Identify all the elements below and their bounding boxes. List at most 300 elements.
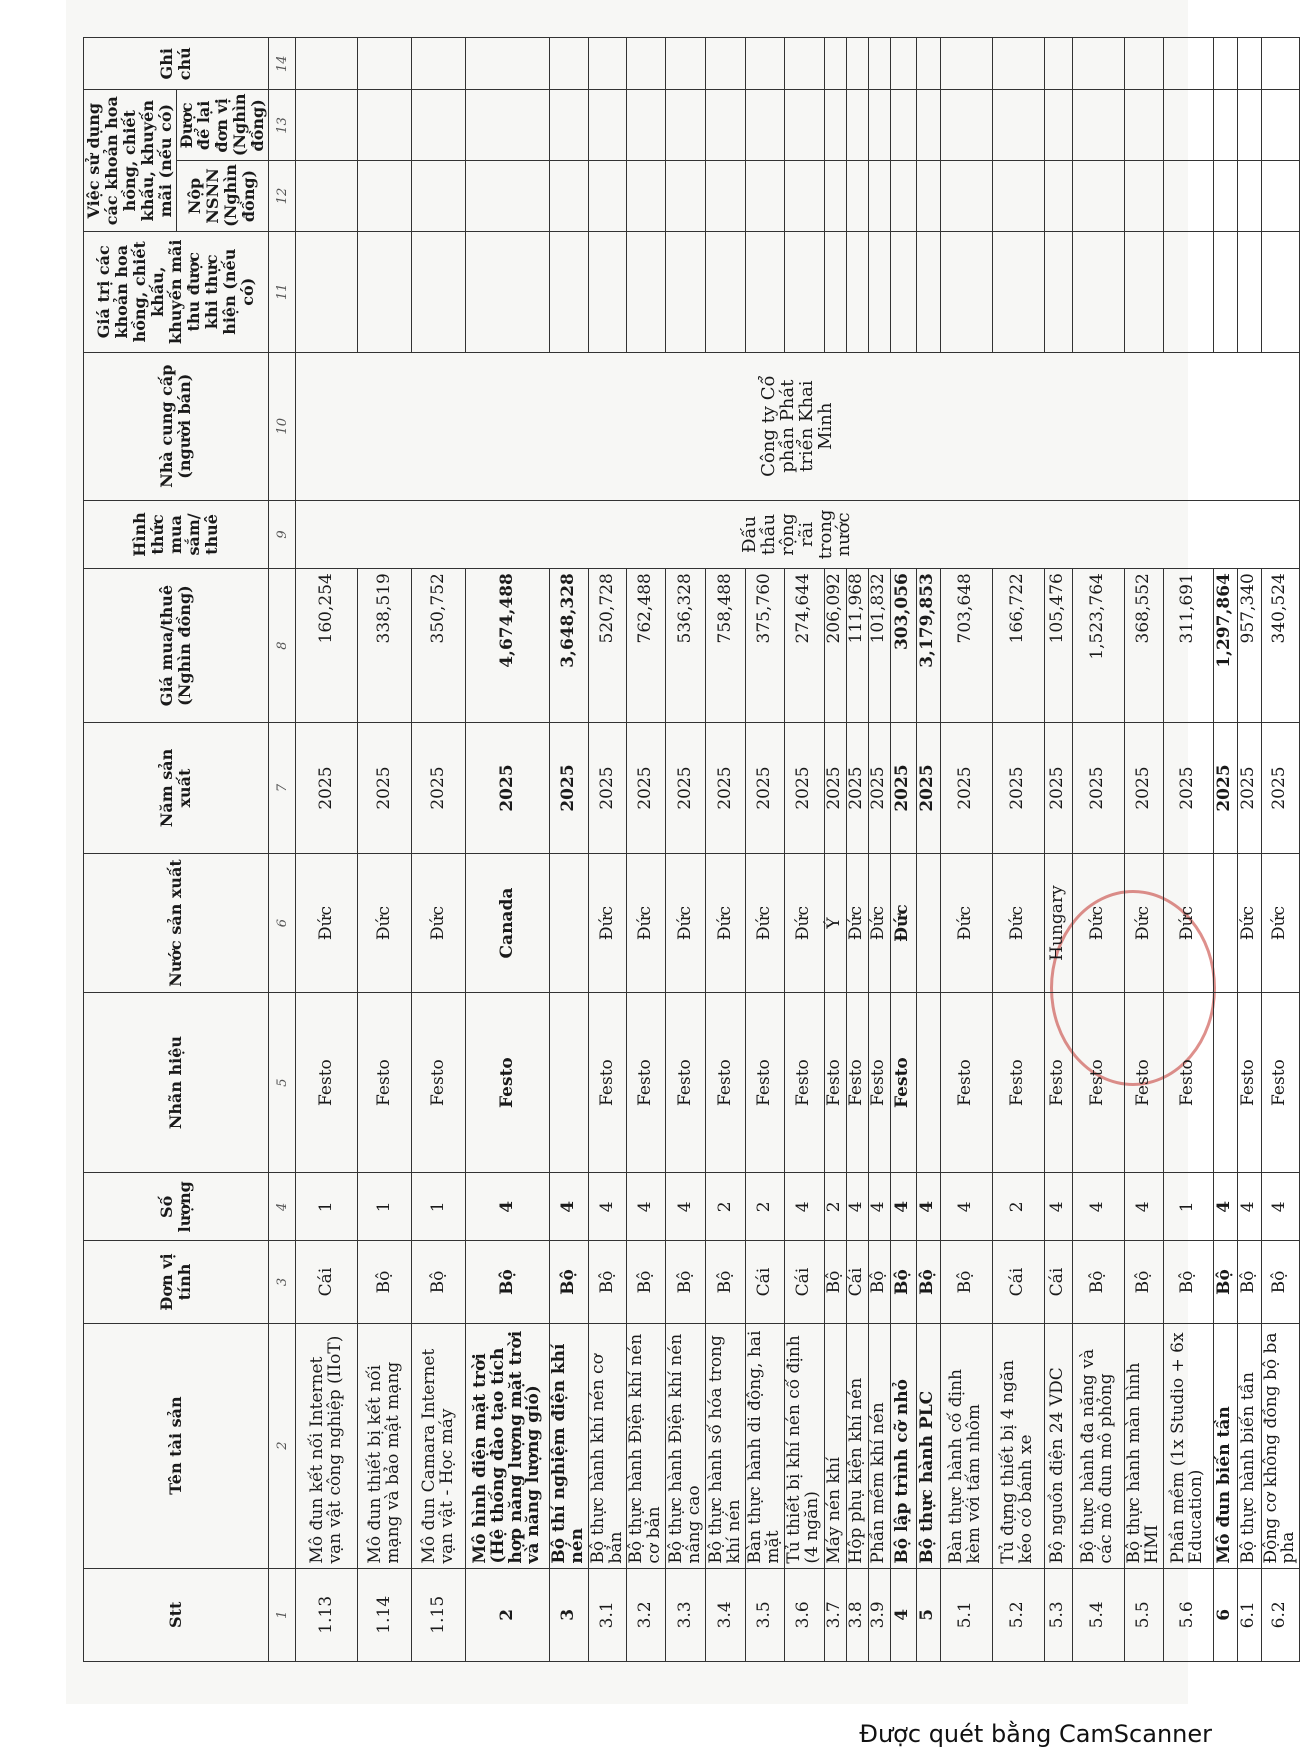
row-name: Tủ đựng thiết bị 4 ngăn kéo có bánh xe [992,1323,1044,1568]
row-country [1213,854,1237,993]
col-number: 11 [269,231,296,352]
row-brand: Festo [940,993,992,1173]
row-name: Mô đun biến tần [1213,1323,1237,1568]
row-year: 2025 [846,722,868,853]
empty-cell [550,90,589,161]
row-name: Mô đun kết nối Internet vạn vật công nghiệp (IIoT) [296,1323,358,1568]
empty-cell [466,231,550,352]
row-unit: Bộ [550,1241,589,1323]
row-price: 536,328 [666,569,706,723]
empty-cell [706,161,746,232]
row-unit: Bộ [1163,1241,1213,1323]
row-year: 2025 [706,722,746,853]
col-number: 7 [269,722,296,853]
column-number-row [269,38,296,1662]
empty-cell [466,90,550,161]
table-row [890,38,916,1662]
row-unit: Bộ [706,1241,746,1323]
row-brand: Festo [890,993,916,1173]
table-row [1213,38,1237,1662]
empty-cell [868,90,890,161]
row-qty: 4 [890,1173,916,1241]
row-unit: Bộ [412,1241,466,1323]
empty-cell [868,231,890,352]
col-number: 3 [269,1241,296,1323]
row-price: 762,488 [627,569,666,723]
row-country [916,854,940,993]
empty-cell [706,38,746,91]
empty-cell [890,38,916,91]
row-brand: Festo [784,993,824,1173]
col-number: 12 [269,161,296,232]
table-row [550,38,589,1662]
empty-cell [627,161,666,232]
row-qty: 4 [916,1173,940,1241]
empty-cell [868,161,890,232]
row-year: 2025 [550,722,589,853]
table-body [296,38,1300,1662]
row-name: Mô đun thiết bị kết nối mạng và bảo mật mạng [358,1323,412,1568]
row-qty: 4 [1261,1173,1300,1241]
col-number: 10 [269,352,296,500]
row-unit: Bộ [627,1241,666,1323]
row-brand [916,993,940,1173]
row-year: 2025 [992,722,1044,853]
empty-cell [824,90,846,161]
row-year: 2025 [588,722,627,853]
row-price: 957,340 [1237,569,1261,723]
empty-cell [412,38,466,91]
row-unit: Bộ [940,1241,992,1323]
col-number: 8 [269,569,296,723]
row-stt: 6.2 [1261,1568,1300,1661]
row-price: 160,254 [296,569,358,723]
header-discount-value: Giá trị các khoản hoa hồng, chiết khấu, khuyến mãi thu được khi thực hiện (nếu có) [84,231,269,352]
row-brand [550,993,589,1173]
row-country: Đức [1124,854,1163,993]
table-row [358,38,412,1662]
empty-cell [1213,161,1237,232]
empty-cell [992,161,1044,232]
table-row [627,38,666,1662]
row-price: 274,644 [784,569,824,723]
header-discount-use: Việc sử dụng các khoản hoa hồng, chiết khấu, khuyến mãi (nếu có) [84,90,177,231]
row-name: Bộ thực hành số hóa trong khí nén [706,1323,746,1568]
row-stt: 1.14 [358,1568,412,1661]
row-stt: 3.8 [846,1568,868,1661]
empty-cell [1261,161,1300,232]
row-year: 2025 [627,722,666,853]
header-qty: Số lượng [84,1173,269,1241]
empty-cell [746,161,785,232]
row-brand: Festo [358,993,412,1173]
row-year: 2025 [868,722,890,853]
empty-cell [824,38,846,91]
row-qty: 4 [1124,1173,1163,1241]
empty-cell [1261,38,1300,91]
row-country: Đức [358,854,412,993]
row-qty: 4 [550,1173,589,1241]
col-number: 4 [269,1173,296,1241]
empty-cell [550,38,589,91]
empty-cell [358,231,412,352]
header-method: Hình thức mua sắm/ thuê [84,500,269,568]
row-year: 2025 [824,722,846,853]
empty-cell [1237,231,1261,352]
row-brand: Festo [1237,993,1261,1173]
row-unit: Bộ [1124,1241,1163,1323]
empty-cell [846,38,868,91]
empty-cell [358,161,412,232]
empty-cell [1044,38,1072,91]
row-year: 2025 [1261,722,1300,853]
row-brand: Festo [588,993,627,1173]
row-name: Bàn thực hành cố định kèm với tấm nhôm [940,1323,992,1568]
row-country: Đức [746,854,785,993]
row-name: Bộ thực hành màn hình HMI [1124,1323,1163,1568]
row-year: 2025 [666,722,706,853]
row-stt: 3.4 [706,1568,746,1661]
row-stt: 6 [1213,1568,1237,1661]
row-stt: 3.5 [746,1568,785,1661]
table-row [1072,38,1124,1662]
row-unit: Bộ [466,1241,550,1323]
empty-cell [466,38,550,91]
row-unit: Bộ [824,1241,846,1323]
row-country: Đức [784,854,824,993]
row-name: Bộ thực hành đa năng và các mô đun mô phỏng [1072,1323,1124,1568]
empty-cell [1213,90,1237,161]
empty-cell [296,231,358,352]
row-price: 520,728 [588,569,627,723]
row-stt: 3.6 [784,1568,824,1661]
empty-cell [706,90,746,161]
empty-cell [1261,90,1300,161]
empty-cell [588,231,627,352]
row-year: 2025 [1072,722,1124,853]
empty-cell [1213,231,1237,352]
empty-cell [846,231,868,352]
row-year: 2025 [358,722,412,853]
empty-cell [666,90,706,161]
row-year: 2025 [1124,722,1163,853]
empty-cell [627,231,666,352]
table-row [1044,38,1072,1662]
row-unit: Cái [746,1241,785,1323]
row-stt: 3.9 [868,1568,890,1661]
empty-cell [1072,90,1124,161]
empty-cell [1237,38,1261,91]
empty-cell [588,90,627,161]
row-price: 758,488 [706,569,746,723]
table-row [706,38,746,1662]
asset-table [83,37,1300,1662]
row-price: 1,297,864 [1213,569,1237,723]
row-price: 350,752 [412,569,466,723]
row-name: Mô đun Camara Internet vạn vật - Học máy [412,1323,466,1568]
row-price: 101,832 [868,569,890,723]
empty-cell [1163,38,1213,91]
row-country: Đức [992,854,1044,993]
col-number: 6 [269,854,296,993]
row-stt: 5.2 [992,1568,1044,1661]
empty-cell [1072,161,1124,232]
row-year: 2025 [916,722,940,853]
row-brand: Festo [1261,993,1300,1173]
row-name: Phần mềm (1x Studio + 6x Education) [1163,1323,1213,1568]
row-year: 2025 [784,722,824,853]
row-qty: 4 [466,1173,550,1241]
empty-cell [868,38,890,91]
row-name: Mô hình điện mặt trời (Hệ thống đào tạo tích hợp năng lượng mặt trời và năng lượng gió) [466,1323,550,1568]
row-name: Động cơ không đồng bộ ba pha [1261,1323,1300,1568]
supplier-name: Công ty Cổ phần Phát triển Khai Minh [296,352,1300,500]
empty-cell [890,231,916,352]
table-row [296,38,358,1662]
header-unit: Đơn vị tính [84,1241,269,1323]
row-brand: Festo [824,993,846,1173]
row-brand: Festo [746,993,785,1173]
row-qty: 2 [706,1173,746,1241]
row-stt: 3.7 [824,1568,846,1661]
row-brand: Festo [1163,993,1213,1173]
empty-cell [358,90,412,161]
row-unit: Bộ [1261,1241,1300,1323]
row-country: Đức [588,854,627,993]
row-country: Canada [466,854,550,993]
empty-cell [1163,231,1213,352]
row-qty: 4 [868,1173,890,1241]
empty-cell [296,38,358,91]
row-brand: Festo [706,993,746,1173]
row-qty: 1 [358,1173,412,1241]
row-year: 2025 [1163,722,1213,853]
empty-cell [940,38,992,91]
empty-cell [550,231,589,352]
table-row [868,38,890,1662]
row-price: 111,968 [846,569,868,723]
table-row [784,38,824,1662]
empty-cell [588,38,627,91]
empty-cell [666,38,706,91]
row-price: 375,760 [746,569,785,723]
row-name: Bộ thí nghiệm điện khí nén [550,1323,589,1568]
row-name: Bộ thực hành khí nén cơ bản [588,1323,627,1568]
row-country: Hungary [1044,854,1072,993]
row-unit: Bộ [666,1241,706,1323]
row-unit: Bộ [588,1241,627,1323]
row-stt: 5.3 [1044,1568,1072,1661]
empty-cell [916,161,940,232]
empty-cell [824,161,846,232]
row-brand: Festo [846,993,868,1173]
header-stt: Stt [84,1568,269,1661]
empty-cell [890,161,916,232]
row-brand: Festo [1072,993,1124,1173]
row-year: 2025 [1213,722,1237,853]
row-brand: Festo [666,993,706,1173]
row-unit: Bộ [890,1241,916,1323]
empty-cell [992,38,1044,91]
row-name: Bộ lập trình cỡ nhỏ [890,1323,916,1568]
row-price: 3,179,853 [916,569,940,723]
row-brand: Festo [627,993,666,1173]
empty-cell [466,161,550,232]
empty-cell [296,90,358,161]
row-brand: Festo [412,993,466,1173]
header-supplier: Nhà cung cấp (người bán) [84,352,269,500]
table-row [1124,38,1163,1662]
row-brand: Festo [992,993,1044,1173]
table-row [412,38,466,1662]
row-qty: 4 [1213,1173,1237,1241]
empty-cell [916,38,940,91]
row-stt: 4 [890,1568,916,1661]
col-number: 13 [269,90,296,161]
empty-cell [940,231,992,352]
empty-cell [358,38,412,91]
row-country: Đức [296,854,358,993]
row-name: Bộ nguồn điện 24 VDC [1044,1323,1072,1568]
row-price: 105,476 [1044,569,1072,723]
row-stt: 2 [466,1568,550,1661]
empty-cell [412,161,466,232]
empty-cell [940,161,992,232]
row-brand: Festo [466,993,550,1173]
row-year: 2025 [466,722,550,853]
row-year: 2025 [1237,722,1261,853]
row-qty: 1 [296,1173,358,1241]
row-qty: 4 [1237,1173,1261,1241]
empty-cell [550,161,589,232]
row-brand [1213,993,1237,1173]
row-country: Đức [412,854,466,993]
row-brand: Festo [1124,993,1163,1173]
header-year: Năm sản xuất [84,722,269,853]
empty-cell [666,231,706,352]
empty-cell [412,231,466,352]
table-row [466,38,550,1662]
row-stt: 6.1 [1237,1568,1261,1661]
empty-cell [890,90,916,161]
row-qty: 2 [746,1173,785,1241]
empty-cell [1072,231,1124,352]
row-name: Máy nén khí [824,1323,846,1568]
col-number: 14 [269,38,296,91]
row-unit: Bộ [916,1241,940,1323]
empty-cell [296,161,358,232]
header-country: Nước sản xuất [84,854,269,993]
empty-cell [1072,38,1124,91]
empty-cell [1163,161,1213,232]
table-row [824,38,846,1662]
row-stt: 3.1 [588,1568,627,1661]
row-country: Đức [706,854,746,993]
row-qty: 4 [1044,1173,1072,1241]
row-qty: 4 [588,1173,627,1241]
empty-cell [1124,161,1163,232]
row-name: Bộ thực hành biến tần [1237,1323,1261,1568]
table-row [1163,38,1213,1662]
row-country: Đức [868,854,890,993]
empty-cell [992,231,1044,352]
row-stt: 5.1 [940,1568,992,1661]
row-price: 340,524 [1261,569,1300,723]
empty-cell [1237,161,1261,232]
row-price: 311,691 [1163,569,1213,723]
table-row [588,38,627,1662]
empty-cell [824,231,846,352]
empty-cell [627,90,666,161]
table-row [992,38,1044,1662]
empty-cell [627,38,666,91]
table-row [746,38,785,1662]
row-name: Tủ thiết bị khí nén cố định (4 ngăn) [784,1323,824,1568]
row-year: 2025 [296,722,358,853]
empty-cell [1044,231,1072,352]
row-country: Đức [627,854,666,993]
row-unit: Cái [846,1241,868,1323]
row-country: Đức [666,854,706,993]
row-country [550,854,589,993]
empty-cell [916,231,940,352]
header-note: Ghi chú [84,38,269,91]
empty-cell [1163,90,1213,161]
row-unit: Bộ [868,1241,890,1323]
procurement-method: Đấu thầu rộng rãi trong nước [296,500,1300,568]
empty-cell [846,90,868,161]
row-unit: Bộ [358,1241,412,1323]
row-price: 1,523,764 [1072,569,1124,723]
col-number: 9 [269,500,296,568]
row-stt: 1.13 [296,1568,358,1661]
empty-cell [992,90,1044,161]
row-stt: 5.6 [1163,1568,1213,1661]
row-price: 166,722 [992,569,1044,723]
row-country: Đức [1261,854,1300,993]
empty-cell [706,231,746,352]
empty-cell [588,161,627,232]
row-qty: 2 [992,1173,1044,1241]
empty-cell [666,161,706,232]
header-price: Giá mua/thuê (Nghìn đồng) [84,569,269,723]
row-stt: 3 [550,1568,589,1661]
header-nsnn: Nộp NSNN (Nghìn đồng) [176,161,269,232]
empty-cell [940,90,992,161]
row-stt: 5 [916,1568,940,1661]
row-year: 2025 [412,722,466,853]
row-year: 2025 [940,722,992,853]
empty-cell [1124,90,1163,161]
empty-cell [1237,90,1261,161]
row-stt: 5.4 [1072,1568,1124,1661]
row-name: Hộp phụ kiện khí nén [846,1323,868,1568]
row-country: Đức [846,854,868,993]
empty-cell [1261,231,1300,352]
row-country: Đức [940,854,992,993]
row-name: Bộ thực hành Điện khí nén nâng cao [666,1323,706,1568]
row-country: Đức [1237,854,1261,993]
empty-cell [784,90,824,161]
row-unit: Cái [992,1241,1044,1323]
table-row [1237,38,1261,1662]
camscanner-footer: Được quét bằng CamScanner [859,1720,1212,1748]
table-row [1261,38,1300,1662]
row-country: Ý [824,854,846,993]
empty-cell [916,90,940,161]
table-row [940,38,992,1662]
row-qty: 4 [666,1173,706,1241]
